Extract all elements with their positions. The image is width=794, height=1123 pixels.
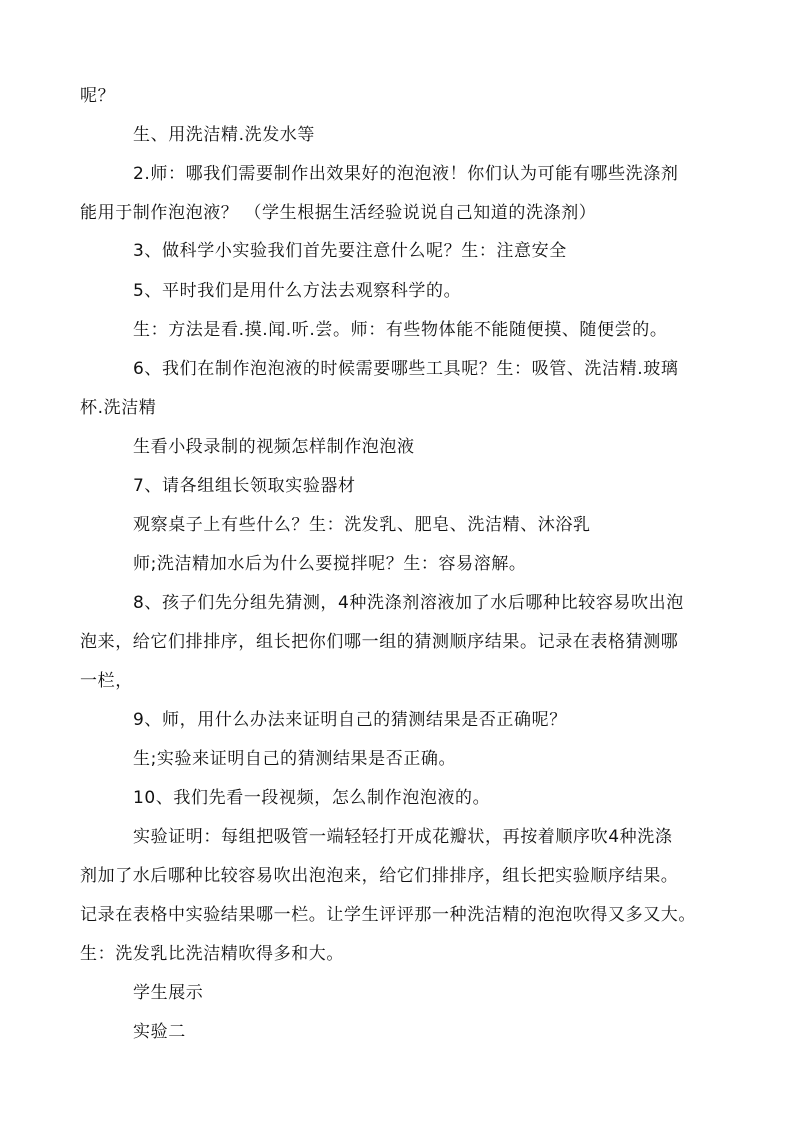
- text-line: 9、师，用什么办法来证明自己的猜测结果是否正确呢？: [133, 710, 567, 730]
- text-line: 观察桌子上有些什么？生：洗发乳、肥皂、洗洁精、沐浴乳: [133, 515, 591, 535]
- text-line: 生、用洗洁精.洗发水等: [133, 125, 316, 145]
- text-line: 学生展示: [133, 983, 204, 1003]
- text-line: 7、请各组组长领取实验器材: [133, 476, 356, 496]
- text-line: 记录在表格中实验结果哪一栏。让学生评评那一种洗洁精的泡泡吹得又多又大。: [80, 905, 696, 925]
- text-line: 8、孩子们先分组先猜测，4种洗涤剂溶液加了水后哪种比较容易吹出泡: [133, 593, 684, 613]
- text-line: 师;洗洁精加水后为什么要搅拌呢？生：容易溶解。: [133, 554, 527, 574]
- text-line: 泡来，给它们排排序，组长把你们哪一组的猜测顺序结果。记录在表格猜测哪: [80, 632, 679, 652]
- text-line: 生看小段录制的视频怎样制作泡泡液: [133, 437, 415, 457]
- text-line: 能用于制作泡泡液？ （学生根据生活经验说说自己知道的洗涤剂）: [80, 203, 597, 223]
- text-line: 生：洗发乳比洗洁精吹得多和大。: [80, 944, 344, 964]
- text-line: 剂加了水后哪种比较容易吹出泡泡来，给它们排排序，组长把实验顺序结果。: [80, 866, 679, 886]
- text-line: 一栏，: [80, 671, 133, 691]
- text-line: 实验证明：每组把吸管一端轻轻打开成花瓣状，再按着顺序吹4种洗涤: [133, 827, 673, 847]
- text-line: 生;实验来证明自己的猜测结果是否正确。: [133, 749, 457, 769]
- text-line: 生：方法是看.摸.闻.听.尝。师：有些物体能不能随便摸、随便尝的。: [133, 320, 668, 340]
- text-line: 杯.洗洁精: [80, 398, 157, 418]
- text-line: 2.师：哪我们需要制作出效果好的泡泡液！你们认为可能有哪些洗涤剂: [133, 164, 679, 184]
- text-line: 10、我们先看一段视频，怎么制作泡泡液的。: [133, 788, 491, 808]
- text-line: 呢？: [80, 86, 116, 106]
- text-line: 5、平时我们是用什么方法去观察科学的。: [133, 281, 462, 301]
- text-line: 3、做科学小实验我们首先要注意什么呢？生：注意安全: [133, 241, 567, 261]
- text-line: 实验二: [133, 1022, 186, 1042]
- text-line: 6、我们在制作泡泡液的时候需要哪些工具呢？生：吸管、洗洁精.玻璃: [133, 359, 679, 379]
